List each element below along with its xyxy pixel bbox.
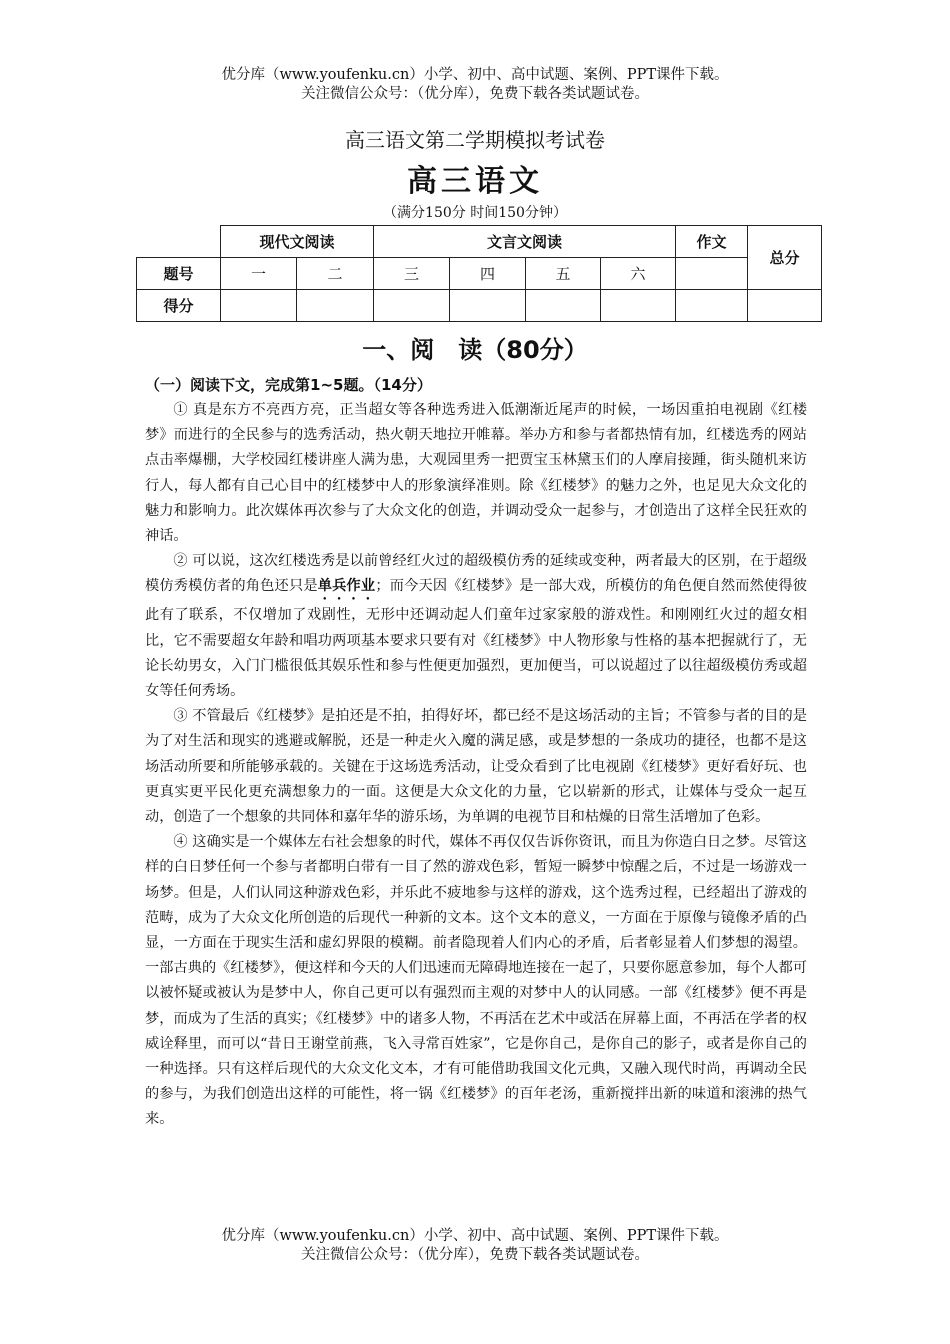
question-number-5: 五 <box>526 258 601 290</box>
sub-title: （满分150分 时间150分钟） <box>383 205 567 221</box>
group-header-total: 总分 <box>748 226 822 290</box>
paragraph-4: ④ 这确实是一个媒体左右社会想象的时代，媒体不再仅仅告诉你资讯，而且为你造白日之梦。尽管这样的白日梦任何一个参与者都明白带有一目了然的游戏色彩，暂短一瞬梦中惊醒之后，不过是一场游戏一场梦。但是，人们认同这种游戏色彩，并乐此不疲地参与这样的游戏，这个选秀过程，已经超出了游戏的范畴，成为了大众文化所创造的后现代一种新的文本。这个文本的意义，一方面在于原像与镜像矛盾的凸显，一方面在于现实生活和虚幻界限的模糊。前者隐现着人们内心的矛盾，后者彰显着人们梦想的渴望。一部古典的《红楼梦》，便这样和今天的人们迅速而无障碍地连接在一起了，只要你愿意参加，每个人都可以被怀疑或被认为是梦中人，你自己更可以有强烈而主观的对梦中人的认同感。一部《红楼梦》便不再是梦，而成为了生活的真实；《红楼梦》中的诸多人物，不再活在艺术中或活在屏幕上面，不再活在学者的权威诠释里，而可以“昔日王谢堂前燕，飞入寻常百姓家”，它是你自己，是你自己的影子，或者是你自己的一种选择。只有这样后现代的大众文化文本，才有可能借助我国文化元典，又融入现代时尚，再调动全民的参与，为我们创造出这样的可能性，将一锅《红楼梦》的百年老汤，重新搅拌出新的味道和滚沸的热气来。 <box>145 834 807 1128</box>
section-title: 一、阅 读（80分） <box>362 336 588 364</box>
score-cell <box>601 290 676 322</box>
score-cell <box>374 290 450 322</box>
page-header <box>0 66 950 104</box>
question-number-2: 二 <box>297 258 374 290</box>
footer-line-1: 优分库（www.youfenku.cn）小学、初中、高中试题、案例、PPT课件下载。 <box>221 1228 729 1244</box>
header-line-2: 关注微信公众号：（优分库），免费下载各类试题试卷。 <box>301 86 649 102</box>
question-number-1: 一 <box>221 258 297 290</box>
reading-passage <box>145 398 807 1133</box>
score-cell-total <box>748 290 822 322</box>
score-cell <box>221 290 297 322</box>
group-header-essay: 作文 <box>676 226 748 258</box>
paragraph-3: ③ 不管最后《红楼梦》是拍还是不拍，拍得好坏，都已经不是这场活动的主旨；不管参与者的目的是为了对生活和现实的逃避或解脱，还是一种走火入魔的满足感，或是梦想的一条成功的捷径，也都不是这场活动所要和所能够承载的。关键在于这场选秀活动，让受众看到了比电视剧《红楼梦》更好看好玩、也更真实更平民化更充满想象力的一面。这便是大众文化的力量，它以崭新的形式，让媒体与受众一起互动，创造了一个想象的共同体和嘉年华的游乐场，为单调的电视节目和枯燥的日常生活增加了色彩。 <box>145 708 807 826</box>
question-number-3: 三 <box>374 258 450 290</box>
paragraph-1: ① 真是东方不亮西方亮，正当超女等各种选秀进入低潮渐近尾声的时候，一场因重拍电视剧《红楼梦》而进行的全民参与的选秀活动，热火朝天地拉开帷幕。举办方和参与者都热情有加，红楼选秀的网站点击率爆棚，大学校园红楼讲座人满为患，大观园里秀一把贾宝玉林黛玉们的人摩肩接踵，街头随机来访行人，每人都有自己心目中的红楼梦中人的形象演绎准则。除《红楼梦》的魅力之外，也足见大众文化的魅力和影响力。此次媒体再次参与了大众文化的创造，并调动受众一起参与，才创造出了这样全民狂欢的神话。 <box>145 402 807 545</box>
essay-number-cell <box>676 258 748 290</box>
exam-title: 高三语文第二学期模拟考试卷 <box>345 128 605 152</box>
score-cell <box>450 290 526 322</box>
score-table <box>136 225 822 322</box>
table-corner-cell <box>137 226 221 258</box>
score-cell <box>297 290 374 322</box>
row-label-score: 得分 <box>137 290 221 322</box>
paragraph-2 <box>145 549 807 704</box>
paragraph-2-part-2: ；而今天因《红楼梦》是一部大戏，所模仿的角色便自然而然使得彼此有了联系，不仅增加了戏剧性，无形中还调动起人们童年过家家般的游戏性。和刚刚红火过的超女相比，它不需要超女年龄和唱功两项基本要求只要有对《红楼梦》中人物形象与性格的基本把握就行了，无论长幼男女，入门门槛很低其娱乐性和参与性便更加强烈，更加便当，可以说超过了以往超级模仿秀或超女等任何秀场。 <box>145 578 807 700</box>
main-title: 高三语文 <box>407 164 543 199</box>
score-cell <box>676 290 748 322</box>
paragraph-2-part-1: ② 可以说，这次红楼选秀是以前曾经红火过的超级模仿秀的延续或变种，两者最大的区别，在于超级模仿秀模仿者的角色还只是 <box>145 553 807 595</box>
question-number-6: 六 <box>601 258 676 290</box>
score-cell <box>526 290 601 322</box>
group-header-modern-reading: 现代文阅读 <box>221 226 374 258</box>
page-footer <box>0 1227 950 1265</box>
emphasized-term: 单兵作业 <box>317 578 376 595</box>
row-label-number: 题号 <box>137 258 221 290</box>
header-line-1: 优分库（www.youfenku.cn）小学、初中、高中试题、案例、PPT课件下载。 <box>221 67 729 83</box>
question-heading: （一）阅读下文，完成第1~5题。（14分） <box>145 376 432 394</box>
footer-line-2: 关注微信公众号：（优分库），免费下载各类试题试卷。 <box>301 1247 649 1263</box>
question-number-4: 四 <box>450 258 526 290</box>
group-header-classical-reading: 文言文阅读 <box>374 226 676 258</box>
